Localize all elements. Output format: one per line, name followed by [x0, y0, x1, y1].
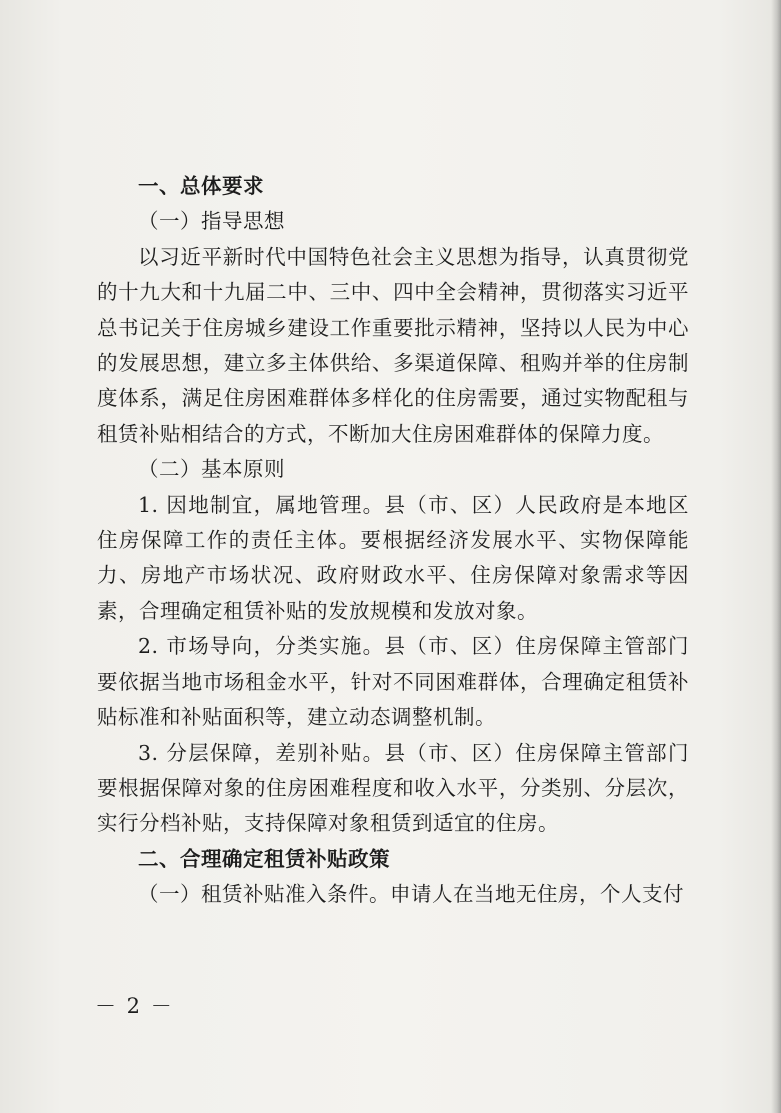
page-number: － 2 － [95, 994, 174, 1018]
section-heading-rental-subsidy-policy: 二、合理确定租赁补贴政策 [138, 846, 390, 871]
subsection-heading-basic-principles: （二）基本原则 [138, 457, 285, 482]
paragraph-principle-3: 3. 分层保障，差别补贴。县（市、区）住房保障主管部门要根据保障对象的住房困难程度和收入水平，分类别、分层次，实行分档补贴，支持保障对象租赁到适宜的住房。 [97, 740, 689, 836]
paragraph-principle-2: 2. 市场导向，分类实施。县（市、区）住房保障主管部门要依据当地市场租金水平，针对不同困难群体，合理确定租赁补贴标准和补贴面积等，建立动态调整机制。 [97, 634, 689, 730]
paragraph-admission-conditions: （一）租赁补贴准入条件。申请人在当地无住房，个人支付 [138, 882, 684, 907]
scan-edge-shadow [771, 0, 781, 1113]
subsection-heading-guiding-ideology: （一）指导思想 [138, 209, 285, 234]
paragraph-guiding-ideology: 以习近平新时代中国特色社会主义思想为指导，认真贯彻党的十九大和十九届二中、三中、四中全会精神，贯彻落实习近平总书记关于住房城乡建设工作重要批示精神，坚持以人民为中心的发展思想，建立多主体供给、多渠道保障、租购并举的住房制度体系，满足住房困难群体多样化的住房需要，通过实物配租与租赁补贴相结合的方式，不断加大住房困难群体的保障力度。 [97, 244, 689, 446]
section-heading-overall-requirements: 一、总体要求 [138, 174, 264, 198]
paragraph-principle-1: 1. 因地制宜，属地管理。县（市、区）人民政府是本地区住房保障工作的责任主体。要根据经济发展水平、实物保障能力、房地产市场状况、政府财政水平、住房保障对象需求等因素，合理确定租赁补贴的发放规模和发放对象。 [97, 492, 689, 623]
document-body [97, 169, 689, 913]
